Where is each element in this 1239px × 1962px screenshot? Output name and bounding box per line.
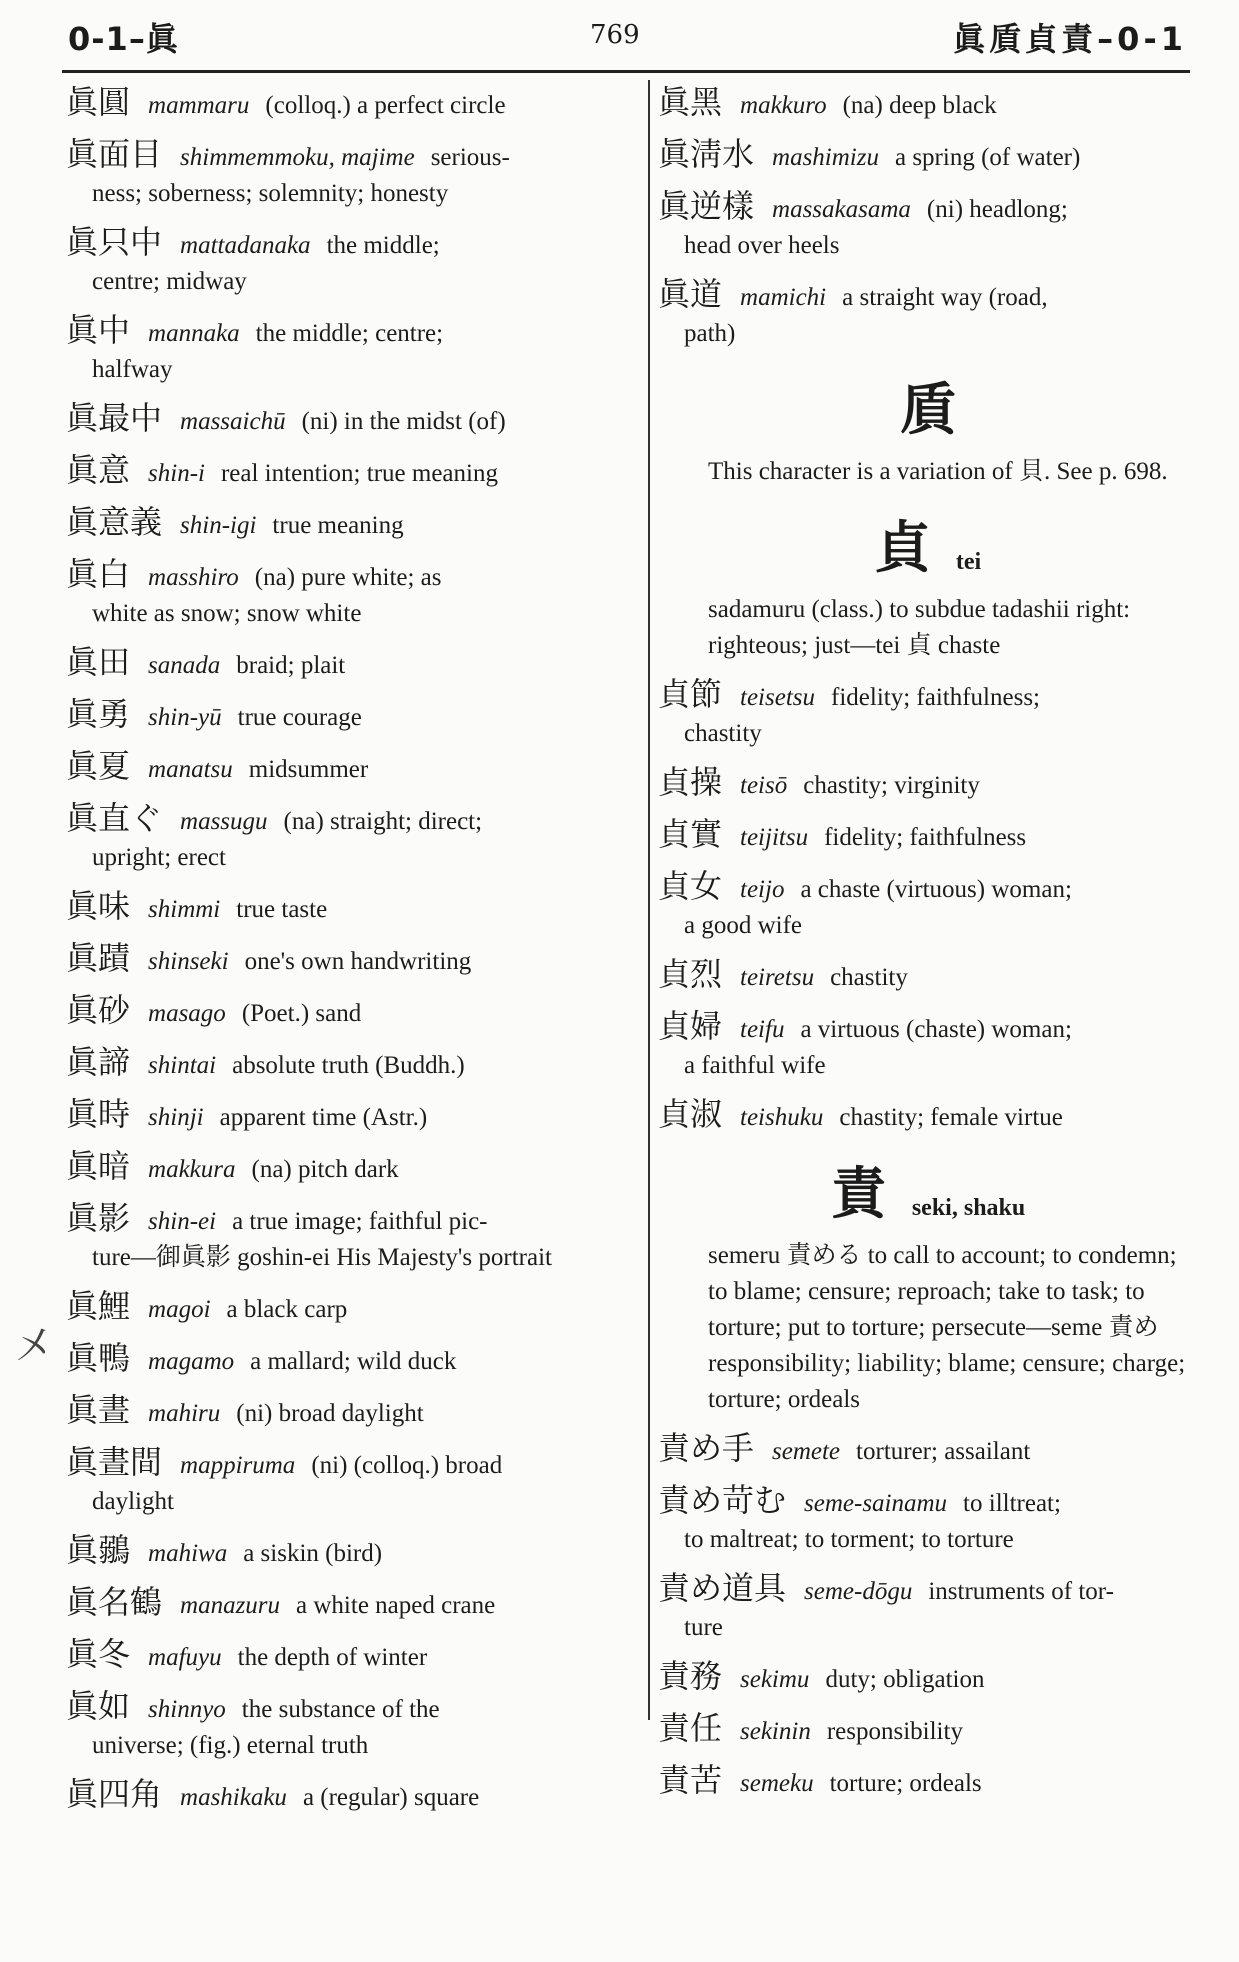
dictionary-entry <box>66 888 634 928</box>
dictionary-entry <box>66 136 634 212</box>
entry-romanization: mannaka <box>148 320 240 347</box>
entry-romanization: shin-i <box>148 460 205 487</box>
entry-definition: serious- <box>430 144 510 171</box>
entry-definition: a white naped crane <box>296 1592 496 1619</box>
entry-definition-continued: a good wife <box>684 912 803 939</box>
dictionary-entry <box>66 1392 634 1432</box>
entry-definition: one's own handwriting <box>244 948 472 975</box>
entry-headword: 眞最中 <box>66 399 163 437</box>
dictionary-entry <box>66 1584 634 1624</box>
entry-romanization: makkura <box>148 1156 236 1183</box>
entry-romanization: massugu <box>180 808 268 835</box>
entry-definition: (ni) in the midst (of) <box>301 408 506 435</box>
entry-romanization: mashimizu <box>772 144 879 171</box>
entry-definition: (ni) broad daylight <box>236 1400 424 1427</box>
column-divider <box>648 80 650 1720</box>
entry-romanization: shin-yū <box>148 704 222 731</box>
entry-definition: the depth of winter <box>237 1644 428 1671</box>
entry-headword: 眞直ぐ <box>66 799 163 837</box>
entry-definition: absolute truth (Buddh.) <box>232 1052 465 1079</box>
dictionary-entry <box>66 1148 634 1188</box>
entry-definition: true meaning <box>272 512 404 539</box>
entry-definition: chastity <box>830 964 908 991</box>
entry-headword: 眞鶸 <box>66 1531 131 1569</box>
entry-romanization: teifu <box>740 1016 785 1043</box>
header-right-guide: 眞貭貞責–0-1 <box>953 20 1187 58</box>
entry-definition: the middle; centre; <box>255 320 444 347</box>
entry-definition: chastity; virginity <box>803 772 980 799</box>
dictionary-entry <box>658 1430 1198 1470</box>
entry-romanization: magoi <box>148 1296 211 1323</box>
entry-definition-continued: upright; erect <box>92 844 226 871</box>
entry-definition: (Poet.) sand <box>241 1000 362 1027</box>
entry-headword: 眞面目 <box>66 135 163 173</box>
dictionary-entry <box>66 1444 634 1520</box>
entry-headword: 眞黑 <box>658 83 723 121</box>
entry-headword: 眞晝 <box>66 1391 131 1429</box>
entry-romanization: semeku <box>740 1770 814 1797</box>
entry-definition: torturer; assailant <box>856 1438 1031 1465</box>
entry-romanization: shinji <box>148 1104 204 1131</box>
entry-definition: responsibility <box>826 1718 963 1745</box>
dictionary-entry <box>658 136 1198 176</box>
entry-headword: 眞冬 <box>66 1635 131 1673</box>
dictionary-entry <box>66 1200 634 1276</box>
seki-entries <box>658 1430 1198 1802</box>
dictionary-entry <box>66 1532 634 1572</box>
entry-headword: 貞節 <box>658 675 723 713</box>
entry-definition: true courage <box>237 704 362 731</box>
dictionary-entry <box>66 84 634 124</box>
entry-headword: 眞晝間 <box>66 1443 163 1481</box>
dictionary-entry <box>658 1570 1198 1646</box>
dictionary-entry <box>66 452 634 492</box>
entry-romanization: masshiro <box>148 564 239 591</box>
entry-romanization: teijitsu <box>740 824 809 851</box>
dictionary-entry <box>66 504 634 544</box>
page-number: 769 <box>590 20 640 50</box>
entry-definition: (ni) (colloq.) broad <box>311 1452 503 1479</box>
entry-romanization: mammaru <box>148 92 250 119</box>
entry-headword: 眞暗 <box>66 1147 131 1185</box>
entry-romanization: teiretsu <box>740 964 815 991</box>
entry-headword: 眞夏 <box>66 747 131 785</box>
entry-headword: 眞如 <box>66 1687 131 1725</box>
entry-definition: (na) deep black <box>842 92 997 119</box>
entry-definition: a chaste (virtuous) woman; <box>800 876 1072 903</box>
entry-definition-continued: ness; soberness; solemnity; honesty <box>92 180 449 207</box>
entry-headword: 貞烈 <box>658 955 723 993</box>
entry-definition: (na) straight; direct; <box>283 808 483 835</box>
dictionary-entry <box>66 1044 634 1084</box>
entry-romanization: teisetsu <box>740 684 816 711</box>
entry-romanization: mahiru <box>148 1400 221 1427</box>
tei-entries <box>658 676 1198 1136</box>
dictionary-entry <box>658 1762 1198 1802</box>
entry-definition-continued: a faithful wife <box>684 1052 826 1079</box>
entry-definition-continued: path) <box>684 320 736 347</box>
entry-definition: true taste <box>236 896 328 923</box>
entry-romanization: shinnyo <box>148 1696 226 1723</box>
page-header <box>0 0 1239 86</box>
right-top-entries <box>658 84 1198 352</box>
entry-headword: 貞操 <box>658 763 723 801</box>
entry-romanization: mattadanaka <box>180 232 311 259</box>
entry-headword: 眞道 <box>658 275 723 313</box>
entry-headword: 責苦 <box>658 1761 723 1799</box>
entry-definition: the substance of the <box>241 1696 440 1723</box>
dictionary-entry <box>66 1096 634 1136</box>
kanji-reading: tei <box>955 549 982 575</box>
entry-romanization: mamichi <box>740 284 827 311</box>
entry-definition: a siskin (bird) <box>243 1540 383 1567</box>
entry-headword: 責め道具 <box>658 1569 787 1607</box>
entry-headword: 眞白 <box>66 555 131 593</box>
entry-definition: fidelity; faithfulness <box>824 824 1027 851</box>
entry-romanization: massakasama <box>772 196 911 223</box>
kanji-heading-char: 貭 <box>900 378 956 443</box>
right-column <box>658 84 1198 1814</box>
entry-romanization: teishuku <box>740 1104 824 1131</box>
entry-definition-continued: daylight <box>92 1488 174 1515</box>
entry-definition-continued: ture <box>684 1614 723 1641</box>
dictionary-entry <box>66 400 634 440</box>
dictionary-entry <box>658 676 1198 752</box>
entry-definition: a straight way (road, <box>842 284 1048 311</box>
dictionary-entry <box>658 1096 1198 1136</box>
entry-romanization: shin-ei <box>148 1208 217 1235</box>
kanji-note-3: semeru 責める to call to account; to condemn; to blame; censure; reproach; take to task; to torture; put to torture; persecute—seme 責め responsibility; liability; blame; censure; charge; torture; ordeals <box>708 1242 1186 1413</box>
dictionary-entry <box>66 800 634 876</box>
entry-definition: torture; ordeals <box>829 1770 982 1797</box>
entry-definition: a true image; faithful pic- <box>232 1208 488 1235</box>
dictionary-entry <box>66 1776 634 1816</box>
entry-definition: (na) pure white; as <box>254 564 442 591</box>
entry-definition: (ni) headlong; <box>926 196 1068 223</box>
dictionary-entry <box>66 940 634 980</box>
dictionary-entry <box>658 816 1198 856</box>
entry-definition: (na) pitch dark <box>251 1156 399 1183</box>
entry-definition: a spring (of water) <box>894 144 1081 171</box>
entry-romanization: shinseki <box>148 948 229 975</box>
margin-mark: 㐅 <box>14 1324 54 1370</box>
left-column <box>66 84 634 1828</box>
entry-definition-continued: centre; midway <box>92 268 247 295</box>
dictionary-entry <box>66 224 634 300</box>
dictionary-entry <box>66 312 634 388</box>
entry-definition: braid; plait <box>236 652 346 679</box>
dictionary-entry <box>658 1008 1198 1084</box>
entry-definition: the middle; <box>326 232 440 259</box>
dictionary-entry <box>66 748 634 788</box>
entry-romanization: manatsu <box>148 756 233 783</box>
dictionary-entry <box>658 956 1198 996</box>
entry-headword: 責め手 <box>658 1429 755 1467</box>
kanji-heading-char: 責 <box>830 1162 887 1227</box>
entry-definition: duty; obligation <box>825 1666 985 1693</box>
entry-headword: 眞名鶴 <box>66 1583 163 1621</box>
dictionary-entry <box>66 1340 634 1380</box>
entry-headword: 貞淑 <box>658 1095 723 1133</box>
dictionary-entry <box>658 868 1198 944</box>
entry-definition: chastity; female virtue <box>839 1104 1063 1131</box>
entry-romanization: teijo <box>740 876 785 903</box>
header-left-guide: 0-1–眞 <box>68 20 179 58</box>
entry-definition: (colloq.) a perfect circle <box>265 92 506 119</box>
dictionary-entry <box>658 764 1198 804</box>
header-rule <box>62 70 1190 73</box>
entry-definition: midsummer <box>248 756 369 783</box>
entry-definition: a virtuous (chaste) woman; <box>800 1016 1072 1043</box>
entry-headword: 眞淸水 <box>658 135 755 173</box>
entry-headword: 眞勇 <box>66 695 131 733</box>
kanji-note-1: This character is a variation of 貝. See p. 698. <box>708 458 1168 485</box>
entry-definition-continued: halfway <box>92 356 173 383</box>
entry-definition-continued: ture—御眞影 goshin-ei His Majesty's portrait <box>92 1244 552 1271</box>
dictionary-entry <box>658 188 1198 264</box>
entry-headword: 貞女 <box>658 867 723 905</box>
entry-headword: 眞砂 <box>66 991 131 1029</box>
dictionary-entry <box>658 84 1198 124</box>
dictionary-entry <box>66 992 634 1032</box>
entry-headword: 眞時 <box>66 1095 131 1133</box>
entry-headword: 責任 <box>658 1709 723 1747</box>
dictionary-entry <box>66 556 634 632</box>
entry-definition-continued: head over heels <box>684 232 840 259</box>
entry-headword: 眞田 <box>66 643 131 681</box>
entry-definition: a (regular) square <box>302 1784 480 1811</box>
entry-headword: 眞圓 <box>66 83 131 121</box>
dictionary-entry <box>66 696 634 736</box>
entry-romanization: manazuru <box>180 1592 281 1619</box>
kanji-heading-char: 貞 <box>874 516 931 581</box>
entry-headword: 眞鯉 <box>66 1287 131 1325</box>
entry-romanization: sanada <box>148 652 221 679</box>
dictionary-entry <box>658 276 1198 352</box>
entry-definition-continued: universe; (fig.) eternal truth <box>92 1732 369 1759</box>
entry-romanization: shimmi <box>148 896 221 923</box>
entry-romanization: seme-dōgu <box>804 1578 913 1605</box>
entry-headword: 眞味 <box>66 887 131 925</box>
entry-definition: apparent time (Astr.) <box>219 1104 428 1131</box>
entry-headword: 責め苛む <box>658 1481 787 1519</box>
entry-headword: 眞影 <box>66 1199 131 1237</box>
entry-romanization: mafuyu <box>148 1644 222 1671</box>
entry-romanization: mashikaku <box>180 1784 287 1811</box>
entry-romanization: shintai <box>148 1052 217 1079</box>
entry-headword: 眞諦 <box>66 1043 131 1081</box>
entry-headword: 眞蹟 <box>66 939 131 977</box>
entry-romanization: shimmemmoku, majime <box>180 144 415 171</box>
entry-romanization: sekinin <box>740 1718 811 1745</box>
entry-headword: 貞實 <box>658 815 723 853</box>
dictionary-entry <box>658 1710 1198 1750</box>
entry-headword: 眞意義 <box>66 503 163 541</box>
entry-definition: instruments of tor- <box>928 1578 1114 1605</box>
entry-romanization: mahiwa <box>148 1540 228 1567</box>
entry-headword: 責務 <box>658 1657 723 1695</box>
entry-romanization: seme-sainamu <box>804 1490 948 1517</box>
entry-definition: real intention; true meaning <box>220 460 498 487</box>
entry-definition: a black carp <box>226 1296 348 1323</box>
entry-headword: 眞意 <box>66 451 131 489</box>
entry-definition: fidelity; faithfulness; <box>831 684 1040 711</box>
entry-romanization: shin-igi <box>180 512 257 539</box>
dictionary-entry <box>66 1288 634 1328</box>
entry-definition-continued: white as snow; snow white <box>92 600 362 627</box>
kanji-heading-3 <box>658 1150 1198 1230</box>
entry-romanization: masago <box>148 1000 226 1027</box>
dictionary-entry <box>658 1658 1198 1698</box>
kanji-note-2: sadamuru (class.) to subdue tadashii right: righteous; just—tei 貞 chaste <box>708 596 1131 659</box>
entry-romanization: makkuro <box>740 92 827 119</box>
entry-headword: 眞四角 <box>66 1775 163 1813</box>
entry-definition-continued: chastity <box>684 720 762 747</box>
kanji-heading-2 <box>658 504 1198 584</box>
dictionary-entry <box>66 644 634 684</box>
entry-romanization: sekimu <box>740 1666 810 1693</box>
entry-romanization: magamo <box>148 1348 235 1375</box>
entry-definition: a mallard; wild duck <box>250 1348 457 1375</box>
entry-headword: 眞只中 <box>66 223 163 261</box>
dictionary-entry <box>66 1688 634 1764</box>
dictionary-entry <box>66 1636 634 1676</box>
entry-headword: 眞鴨 <box>66 1339 131 1377</box>
entry-romanization: teisō <box>740 772 788 799</box>
kanji-reading: seki, shaku <box>911 1195 1026 1221</box>
entry-headword: 貞婦 <box>658 1007 723 1045</box>
entry-headword: 眞逆樣 <box>658 187 755 225</box>
dictionary-entry <box>658 1482 1198 1558</box>
entry-romanization: semete <box>772 1438 841 1465</box>
entry-romanization: massaichū <box>180 408 286 435</box>
entry-definition: to illtreat; <box>963 1490 1061 1517</box>
kanji-heading-1 <box>658 366 1198 446</box>
entry-definition-continued: to maltreat; to torment; to torture <box>684 1526 1014 1553</box>
entry-romanization: mappiruma <box>180 1452 296 1479</box>
entry-headword: 眞中 <box>66 311 131 349</box>
